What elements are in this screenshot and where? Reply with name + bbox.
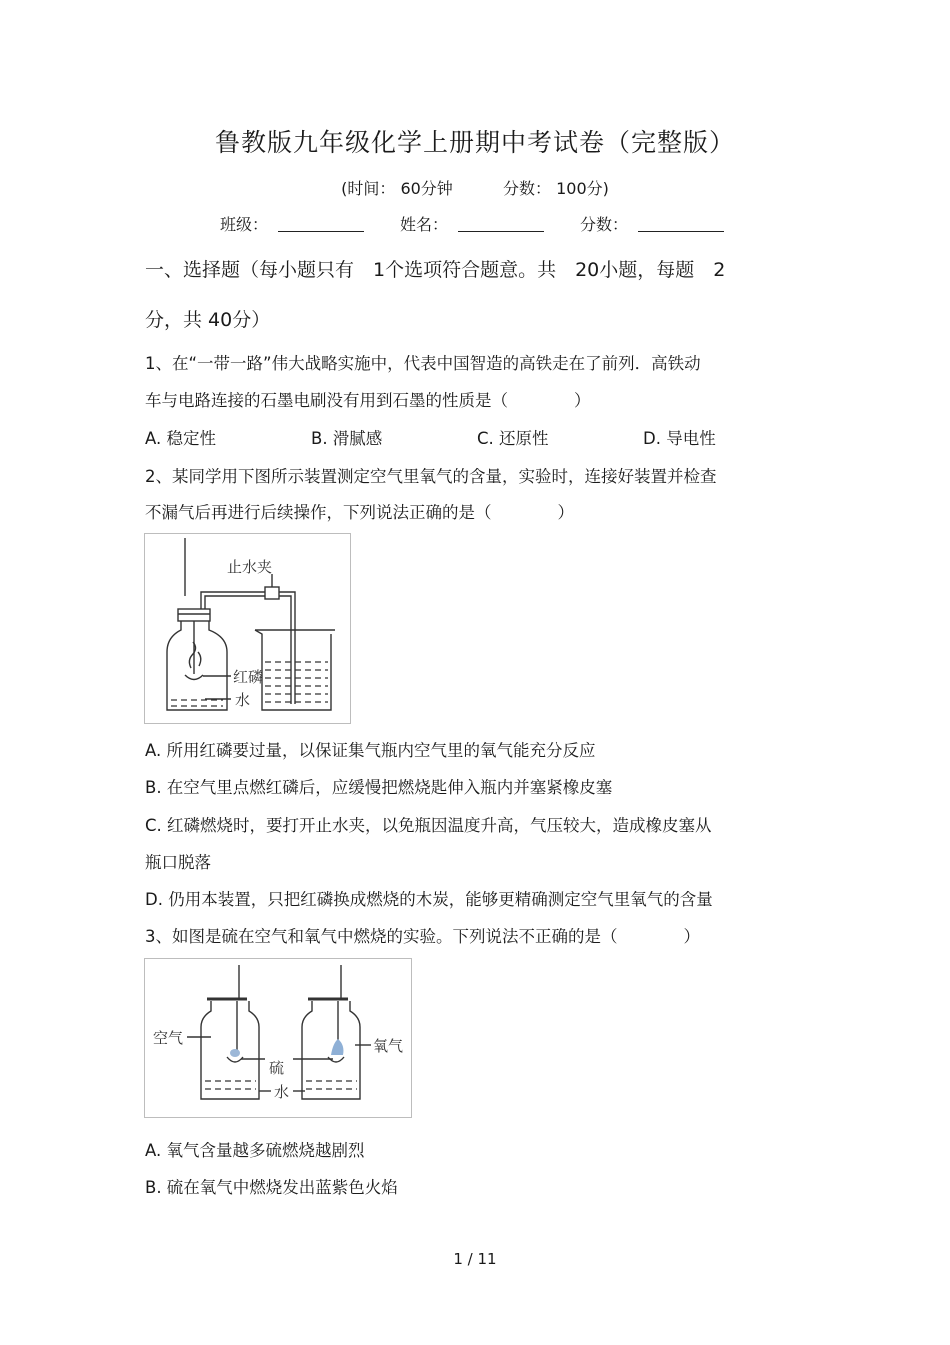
- question-2-option-d[interactable]: D. 仍用本装置，只把红磷换成燃烧的木炭，能够更精确测定空气里氧气的含量: [145, 890, 713, 909]
- question-2-option-c-cont: 瓶口脱落: [145, 853, 211, 872]
- label-clamp: 止水夹: [227, 558, 273, 576]
- label-oxygen: 氧气: [373, 1037, 404, 1055]
- label-water: 水: [235, 691, 251, 709]
- total-score-value: 100分): [556, 179, 609, 198]
- option-d[interactable]: D. 导电性: [643, 429, 716, 448]
- label-air: 空气: [153, 1029, 184, 1047]
- name-label: 姓名：: [400, 215, 449, 234]
- question-2-stem-cont: 不漏气后再进行后续操作，下列说法正确的是（ ）: [145, 503, 574, 522]
- oxygen-measurement-figure: [144, 533, 351, 724]
- apparatus-diagram: [145, 534, 350, 723]
- section-heading-cont: 分，共 40分）: [145, 309, 271, 331]
- question-2-option-b[interactable]: B. 在空气里点燃红磷后，应缓慢把燃烧匙伸入瓶内并塞紧橡皮塞: [145, 778, 613, 797]
- question-2-option-a[interactable]: A. 所用红磷要过量，以保证集气瓶内空气里的氧气能充分反应: [145, 741, 596, 760]
- time-value: 60分钟: [400, 179, 453, 198]
- class-blank[interactable]: [278, 215, 364, 232]
- page-title: 鲁教版九年级化学上册期中考试卷（完整版）: [214, 128, 735, 157]
- question-3-option-a[interactable]: A. 氧气含量越多硫燃烧越剧烈: [145, 1141, 365, 1160]
- question-1-stem-cont: 车与电路连接的石墨电刷没有用到石墨的性质是（ ）: [145, 391, 591, 410]
- sulfur-combustion-figure: [144, 958, 412, 1118]
- option-b[interactable]: B. 滑腻感: [311, 429, 383, 448]
- class-label: 班级：: [220, 215, 269, 234]
- label-sulfur: 硫: [269, 1059, 285, 1077]
- question-2-option-c[interactable]: C. 红磷燃烧时，要打开止水夹，以免瓶因温度升高，气压较大，造成橡皮塞从: [145, 816, 712, 835]
- section-heading: 一、选择题（每小题只有 1个选项符合题意。共 20小题，每题 2: [145, 259, 726, 281]
- score-label: 分数：: [580, 215, 629, 234]
- student-info: [220, 212, 724, 235]
- option-a[interactable]: A. 稳定性: [145, 429, 216, 448]
- time-label: (时间：: [341, 179, 396, 198]
- page-number: 1 / 11: [453, 1250, 497, 1268]
- name-blank[interactable]: [458, 215, 544, 232]
- label-phosphorus: 红磷: [233, 668, 264, 686]
- question-3-option-b[interactable]: B. 硫在氧气中燃烧发出蓝紫色火焰: [145, 1178, 398, 1197]
- question-2-stem: 2、某同学用下图所示装置测定空气里氧气的含量，实验时，连接好装置并检查: [145, 467, 717, 486]
- question-3-stem: 3、如图是硫在空气和氧气中燃烧的实验。下列说法不正确的是（ ）: [145, 927, 700, 946]
- score-blank[interactable]: [638, 215, 724, 232]
- sulfur-jars-diagram: [145, 959, 411, 1117]
- exam-meta: [0, 176, 950, 199]
- label-water: 水: [274, 1083, 290, 1101]
- total-score-label: 分数：: [503, 179, 552, 198]
- option-c[interactable]: C. 还原性: [477, 429, 549, 448]
- question-1-stem: 1、在“一带一路”伟大战略实施中，代表中国智造的高铁走在了前列．高铁动: [145, 354, 701, 373]
